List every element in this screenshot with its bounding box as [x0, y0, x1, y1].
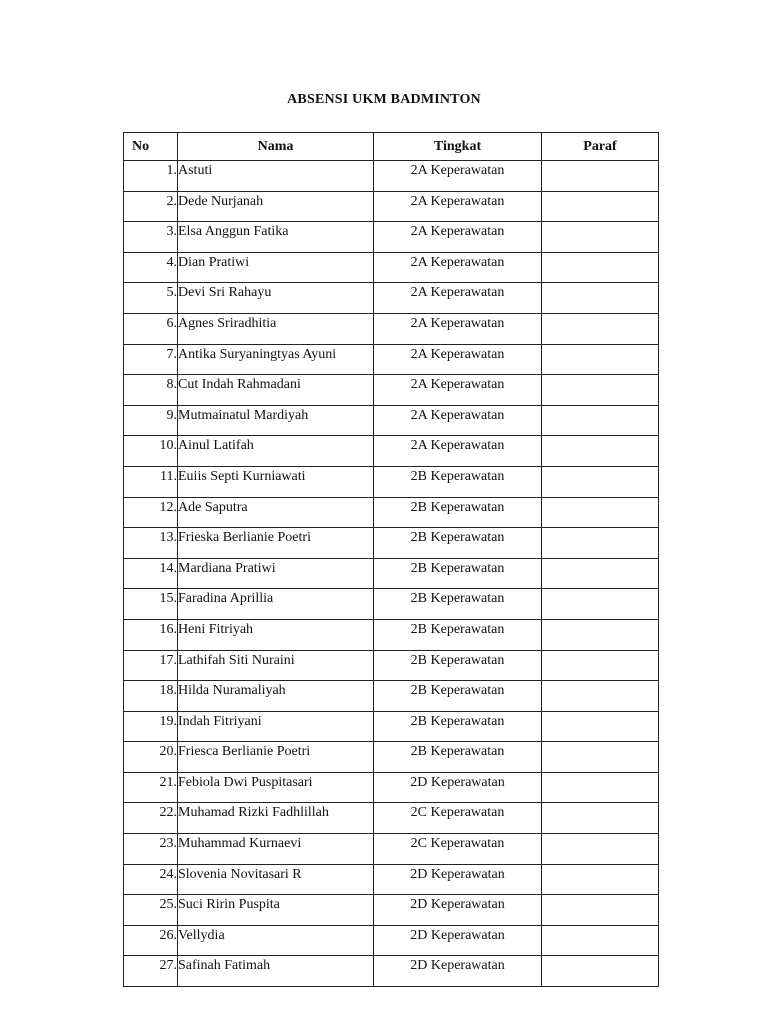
member-name: Elsa Anggun Fatika — [178, 222, 374, 253]
member-level: 2A Keperawatan — [374, 375, 542, 406]
header-name: Nama — [178, 133, 374, 161]
table-row — [124, 222, 659, 253]
member-name: Frieska Berlianie Poetri — [178, 528, 374, 559]
member-level: 2D Keperawatan — [374, 772, 542, 803]
row-number: 27. — [124, 956, 178, 987]
member-level: 2B Keperawatan — [374, 650, 542, 681]
member-level: 2C Keperawatan — [374, 803, 542, 834]
member-name: Agnes Sriradhitia — [178, 313, 374, 344]
member-name: Dian Pratiwi — [178, 252, 374, 283]
member-name: Febiola Dwi Puspitasari — [178, 772, 374, 803]
signature-cell — [542, 222, 659, 253]
table-row — [124, 283, 659, 314]
signature-cell — [542, 497, 659, 528]
signature-cell — [542, 895, 659, 926]
table-row — [124, 252, 659, 283]
member-name: Dede Nurjanah — [178, 191, 374, 222]
table-row — [124, 895, 659, 926]
table-row — [124, 344, 659, 375]
table-row — [124, 956, 659, 987]
table-row — [124, 589, 659, 620]
member-name: Ainul Latifah — [178, 436, 374, 467]
member-level: 2B Keperawatan — [374, 711, 542, 742]
member-name: Mardiana Pratiwi — [178, 558, 374, 589]
member-level: 2A Keperawatan — [374, 436, 542, 467]
row-number: 24. — [124, 864, 178, 895]
signature-cell — [542, 436, 659, 467]
member-name: Vellydia — [178, 925, 374, 956]
row-number: 12. — [124, 497, 178, 528]
member-name: Devi Sri Rahayu — [178, 283, 374, 314]
row-number: 3. — [124, 222, 178, 253]
signature-cell — [542, 466, 659, 497]
signature-cell — [542, 191, 659, 222]
member-name: Cut Indah Rahmadani — [178, 375, 374, 406]
member-name: Muhammad Kurnaevi — [178, 834, 374, 865]
member-level: 2A Keperawatan — [374, 405, 542, 436]
table-row — [124, 834, 659, 865]
member-name: Antika Suryaningtyas Ayuni — [178, 344, 374, 375]
member-level: 2C Keperawatan — [374, 834, 542, 865]
row-number: 17. — [124, 650, 178, 681]
member-level: 2A Keperawatan — [374, 252, 542, 283]
member-name: Euiis Septi Kurniawati — [178, 466, 374, 497]
signature-cell — [542, 375, 659, 406]
row-number: 18. — [124, 681, 178, 712]
member-name: Muhamad Rizki Fadhlillah — [178, 803, 374, 834]
table-row — [124, 466, 659, 497]
row-number: 23. — [124, 834, 178, 865]
member-level: 2B Keperawatan — [374, 466, 542, 497]
row-number: 8. — [124, 375, 178, 406]
table-row — [124, 650, 659, 681]
row-number: 14. — [124, 558, 178, 589]
member-name: Slovenia Novitasari R — [178, 864, 374, 895]
signature-cell — [542, 650, 659, 681]
row-number: 21. — [124, 772, 178, 803]
table-row — [124, 161, 659, 192]
table-row — [124, 925, 659, 956]
header-signature: Paraf — [542, 133, 659, 161]
table-row — [124, 711, 659, 742]
signature-cell — [542, 834, 659, 865]
member-level: 2D Keperawatan — [374, 895, 542, 926]
member-name: Lathifah Siti Nuraini — [178, 650, 374, 681]
row-number: 22. — [124, 803, 178, 834]
member-level: 2B Keperawatan — [374, 589, 542, 620]
signature-cell — [542, 344, 659, 375]
member-level: 2A Keperawatan — [374, 191, 542, 222]
table-row — [124, 375, 659, 406]
member-level: 2D Keperawatan — [374, 956, 542, 987]
signature-cell — [542, 313, 659, 344]
signature-cell — [542, 772, 659, 803]
row-number: 20. — [124, 742, 178, 773]
signature-cell — [542, 742, 659, 773]
member-level: 2D Keperawatan — [374, 925, 542, 956]
member-level: 2B Keperawatan — [374, 497, 542, 528]
signature-cell — [542, 681, 659, 712]
row-number: 19. — [124, 711, 178, 742]
row-number: 26. — [124, 925, 178, 956]
header-no: No — [124, 133, 178, 161]
header-level: Tingkat — [374, 133, 542, 161]
signature-cell — [542, 589, 659, 620]
signature-cell — [542, 803, 659, 834]
signature-cell — [542, 925, 659, 956]
member-name: Ade Saputra — [178, 497, 374, 528]
member-level: 2B Keperawatan — [374, 742, 542, 773]
member-level: 2A Keperawatan — [374, 222, 542, 253]
member-name: Suci Ririn Puspita — [178, 895, 374, 926]
table-header-row — [124, 133, 659, 161]
member-name: Heni Fitriyah — [178, 619, 374, 650]
signature-cell — [542, 864, 659, 895]
row-number: 5. — [124, 283, 178, 314]
row-number: 7. — [124, 344, 178, 375]
member-level: 2A Keperawatan — [374, 313, 542, 344]
row-number: 6. — [124, 313, 178, 344]
member-name: Astuti — [178, 161, 374, 192]
page-title: ABSENSI UKM BADMINTON — [287, 92, 481, 107]
member-level: 2B Keperawatan — [374, 619, 542, 650]
table-row — [124, 191, 659, 222]
member-name: Hilda Nuramaliyah — [178, 681, 374, 712]
member-name: Faradina Aprillia — [178, 589, 374, 620]
signature-cell — [542, 161, 659, 192]
member-level: 2B Keperawatan — [374, 528, 542, 559]
signature-cell — [542, 405, 659, 436]
member-level: 2A Keperawatan — [374, 283, 542, 314]
signature-cell — [542, 558, 659, 589]
row-number: 2. — [124, 191, 178, 222]
signature-cell — [542, 528, 659, 559]
table-row — [124, 436, 659, 467]
row-number: 4. — [124, 252, 178, 283]
table-row — [124, 497, 659, 528]
signature-cell — [542, 956, 659, 987]
member-level: 2D Keperawatan — [374, 864, 542, 895]
row-number: 11. — [124, 466, 178, 497]
attendance-table — [123, 132, 659, 987]
table-row — [124, 864, 659, 895]
signature-cell — [542, 619, 659, 650]
member-level: 2B Keperawatan — [374, 681, 542, 712]
member-name: Indah Fitriyani — [178, 711, 374, 742]
table-row — [124, 681, 659, 712]
member-name: Mutmainatul Mardiyah — [178, 405, 374, 436]
row-number: 16. — [124, 619, 178, 650]
row-number: 1. — [124, 161, 178, 192]
signature-cell — [542, 252, 659, 283]
table-row — [124, 742, 659, 773]
signature-cell — [542, 283, 659, 314]
member-level: 2B Keperawatan — [374, 558, 542, 589]
member-name: Safinah Fatimah — [178, 956, 374, 987]
member-level: 2A Keperawatan — [374, 344, 542, 375]
row-number: 13. — [124, 528, 178, 559]
row-number: 9. — [124, 405, 178, 436]
row-number: 15. — [124, 589, 178, 620]
row-number: 10. — [124, 436, 178, 467]
table-row — [124, 772, 659, 803]
row-number: 25. — [124, 895, 178, 926]
table-row — [124, 558, 659, 589]
signature-cell — [542, 711, 659, 742]
table-row — [124, 619, 659, 650]
member-level: 2A Keperawatan — [374, 161, 542, 192]
table-row — [124, 405, 659, 436]
table-row — [124, 313, 659, 344]
table-row — [124, 803, 659, 834]
member-name: Friesca Berlianie Poetri — [178, 742, 374, 773]
table-row — [124, 528, 659, 559]
